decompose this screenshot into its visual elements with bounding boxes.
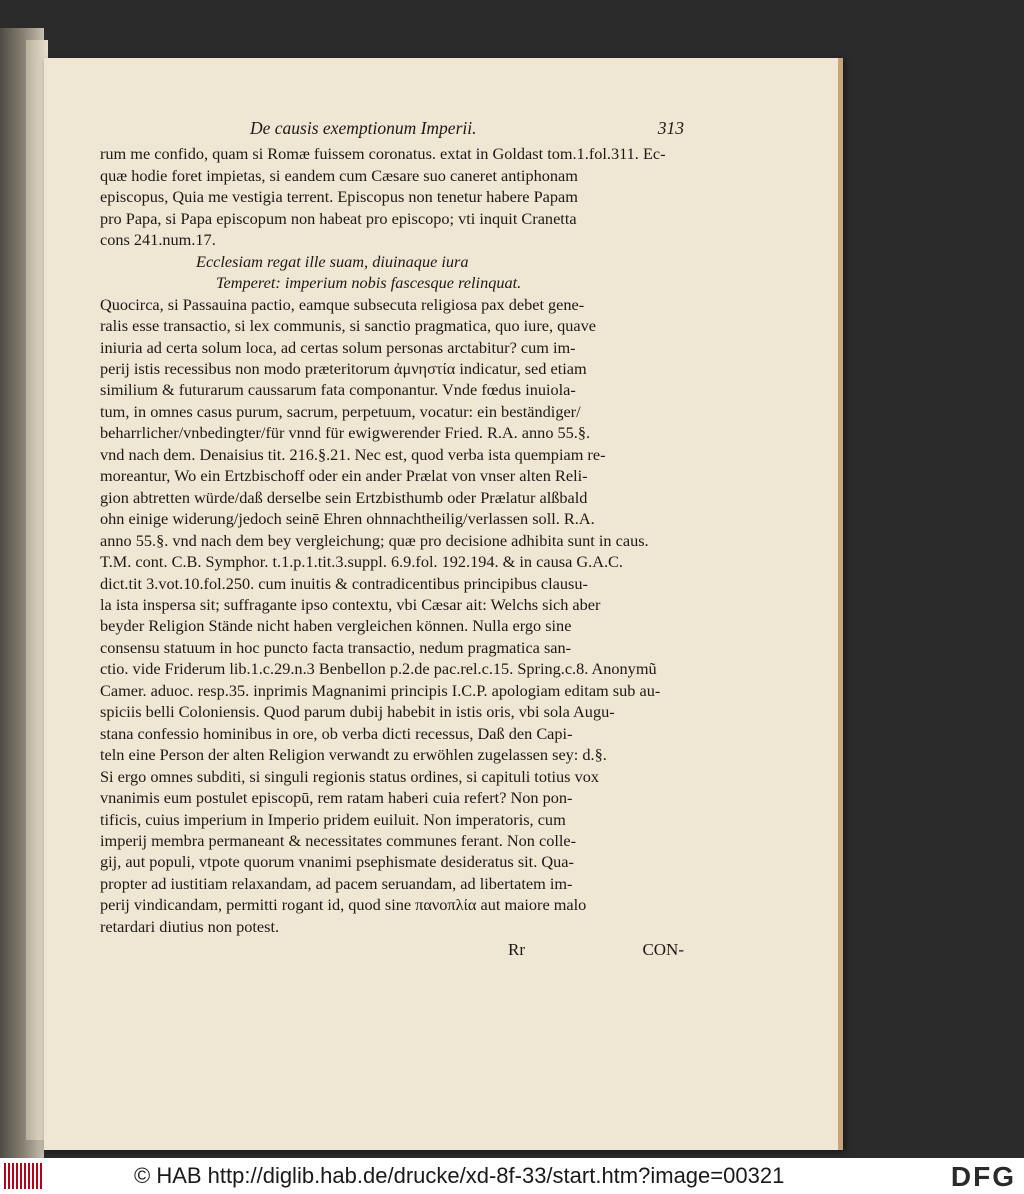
page-text-block <box>100 118 684 961</box>
hab-logo-icon <box>4 1163 44 1189</box>
body-line: retardari diutius non potest. <box>100 916 280 936</box>
body-line: dict.tit 3.vot.10.fol.250. cum inuitis & contradicentibus principibus clausu- <box>100 573 588 593</box>
body-line: beyder Religion Stände nicht haben vergleichen können. Nulla ergo sine <box>100 616 572 636</box>
body-line: perij istis recessibus non modo præteritorum ἀμνηστία indicatur, sed etiam <box>100 358 587 378</box>
body-line: ohn einige widerung/jedoch seinē Ehren ohnnachtheilig/verlassen soll. R.A. <box>100 509 595 529</box>
body-line: consensu statuum in hoc puncto facta transactio, nedum pragmatica san- <box>100 637 572 657</box>
body-line: Si ergo omnes subditi, si singuli regionis status ordines, si capituli totius vox <box>100 766 599 786</box>
page-number: 313 <box>657 118 684 138</box>
text-line: quæ hodie foret impietas, si eandem cum Cæsare suo caneret antiphonam <box>100 165 578 185</box>
running-header <box>100 118 684 139</box>
page-footer-marks <box>100 939 684 960</box>
source-attribution[interactable]: © HAB http://diglib.hab.de/drucke/xd-8f-33/start.htm?image=00321 <box>134 1163 785 1188</box>
viewer-footer <box>0 1158 1024 1194</box>
dfg-logo: DFG <box>950 1161 1016 1192</box>
body-line: moreantur, Wo ein Ertzbischoff oder ein ander Prælat von vnser alten Reli- <box>100 466 588 486</box>
catchword: CON- <box>642 940 684 960</box>
text-line: episcopus, Quia me vestigia terrent. Episcopus non tenetur habere Papam <box>100 187 578 207</box>
body-line: similium & futurarum caussarum fata componantur. Vnde fœdus inuiola- <box>100 380 576 400</box>
body-line: la ista inspersa sit; suffragante ipso contextu, vbi Cæsar ait: Welchs sich aber <box>100 594 601 614</box>
body-line: teln eine Person der alten Religion verwandt zu erwöhlen zugelassen sey: d.§. <box>100 745 607 765</box>
text-line: rum me confido, quam si Romæ fuissem coronatus. extat in Goldast tom.1.fol.311. Ec- <box>100 144 666 164</box>
body-line: propter ad iustitiam relaxandam, ad pacem seruandam, ad libertatem im- <box>100 873 573 893</box>
body-line: tificis, cuius imperium in Imperio pridem euiluit. Non imperatoris, cum <box>100 809 566 829</box>
signature-mark: Rr <box>508 940 525 960</box>
body-line: ctio. vide Friderum lib.1.c.29.n.3 Benbellon p.2.de pac.rel.c.15. Spring.c.8. Anonymũ <box>100 659 657 679</box>
body-line: perij vindicandam, permitti rogant id, quod sine πανοπλία aut maiore malo <box>100 895 587 915</box>
body-line: Quocirca, si Passauina pactio, eamque subsecuta religiosa pax debet gene- <box>100 294 585 314</box>
body-line: vnd nach dem. Denaisius tit. 216.§.21. Nec est, quod verba ista quempiam re- <box>100 444 606 464</box>
body-line: spiciis belli Coloniensis. Quod parum dubij habebit in istis oris, vbi sola Augu- <box>100 702 615 722</box>
verse-line: Ecclesiam regat ille suam, diuinaque iura <box>196 251 469 271</box>
verse-line: Temperet: imperium nobis fascesque relinquat. <box>216 273 522 293</box>
text-line: cons 241.num.17. <box>100 230 216 250</box>
body-line: gion abtretten würde/daß derselbe sein Ertzbisthumb oder Prælatur alßbald <box>100 487 588 507</box>
text-line: pro Papa, si Papa episcopum non habeat pro episcopo; vti inquit Cranetta <box>100 208 577 228</box>
book-page <box>44 58 843 1150</box>
header-title: De causis exemptionum Imperii. <box>250 118 477 138</box>
body-line: tum, in omnes casus purum, sacrum, perpetuum, vocatur: ein beständiger/ <box>100 401 581 421</box>
body-line: vnanimis eum postulet episcopū, rem ratam haberi cuia refert? Non pon- <box>100 788 573 808</box>
body-line: T.M. cont. C.B. Symphor. t.1.p.1.tit.3.suppl. 6.9.fol. 192.194. & in causa G.A.C. <box>100 552 623 572</box>
body-line: beharrlicher/vnbedingter/für vnnd für ewigwerender Fried. R.A. anno 55.§. <box>100 423 591 443</box>
body-line: imperij membra permaneant & necessitates communes ferant. Non colle- <box>100 830 577 850</box>
body-line: Camer. aduoc. resp.35. inprimis Magnanimi principis I.C.P. apologiam editam sub au- <box>100 680 661 700</box>
body-line: iniuria ad certa solum loca, ad certas solum personas arctabitur? cum im- <box>100 337 576 357</box>
body-line: gij, aut populi, vtpote quorum vnanimi psephismate desideratus sit. Qua- <box>100 852 574 872</box>
body-line: anno 55.§. vnd nach dem bey vergleichung; quæ pro decisione adhibita sunt in caus. <box>100 530 649 550</box>
body-line: stana confessio hominibus in ore, ob verba dicti recessus, Daß den Capi- <box>100 723 573 743</box>
body-line: ralis esse transactio, si lex communis, si sanctio pragmatica, quo iure, quave <box>100 316 596 336</box>
